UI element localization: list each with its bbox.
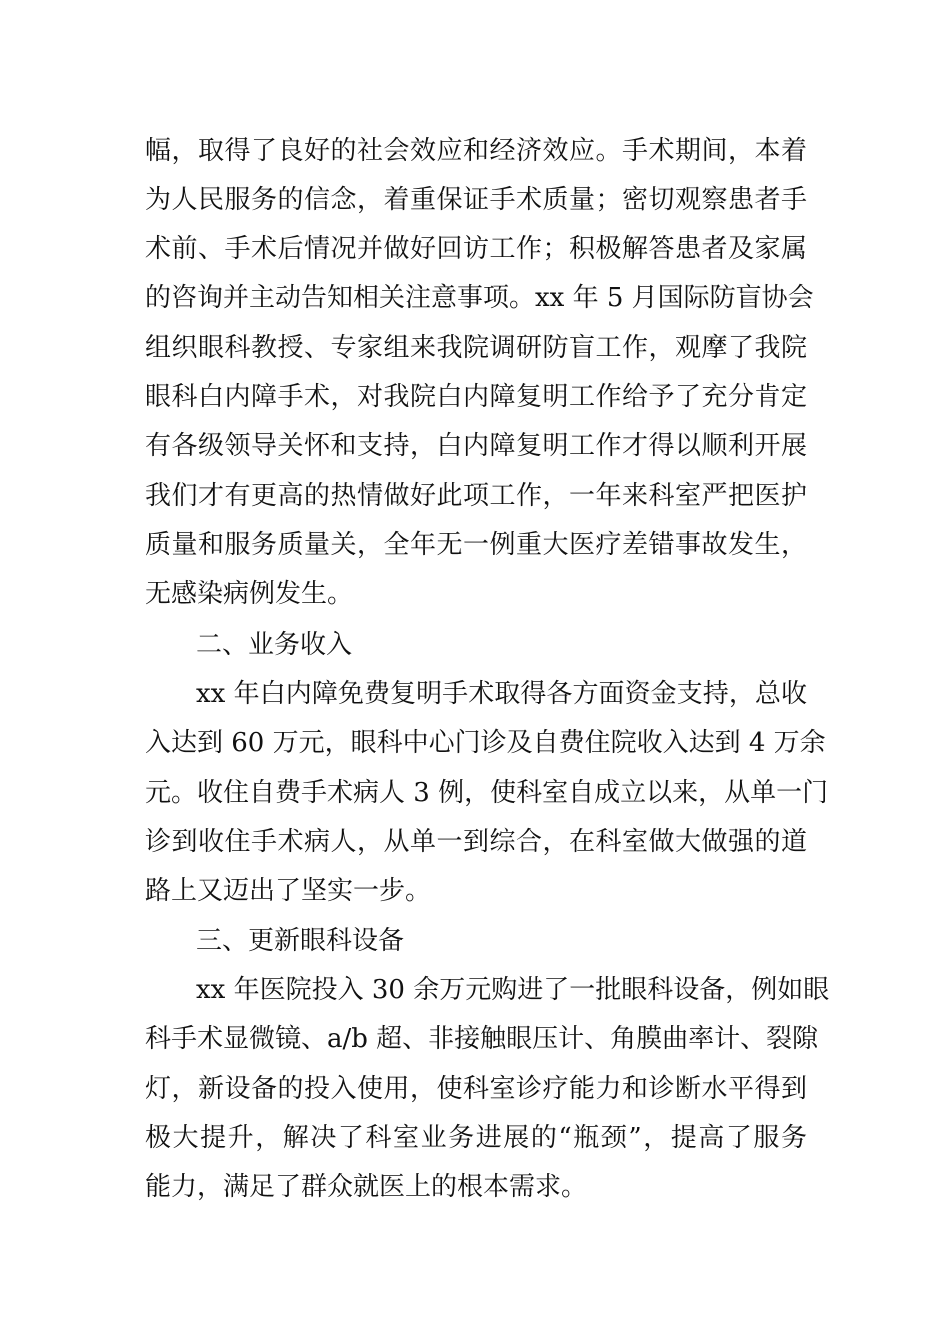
- text-line: 无感染病例发生。: [145, 579, 354, 609]
- text-line: 我们才有更高的热情做好此项工作，一年来科室严把医护: [145, 481, 807, 511]
- text-line: 诊到收住手术病人，从单一到综合，在科室做大做强的道: [145, 827, 807, 857]
- text-line: 组织眼科教授、专家组来我院调研防盲工作，观摩了我院: [145, 333, 807, 363]
- text-line: 为人民服务的信念，着重保证手术质量；密切观察患者手: [145, 185, 807, 215]
- section-heading: 三、更新眼科设备: [196, 926, 405, 956]
- text-line: 元。收住自费手术病人 3 例，使科室自成立以来，从单一门: [145, 778, 829, 808]
- section-heading: 二、业务收入: [196, 630, 353, 660]
- text-line: xx 年医院投入 30 余万元购进了一批眼科设备，例如眼: [196, 975, 830, 1005]
- text-line: 路上又迈出了坚实一步。: [145, 876, 432, 906]
- text-line: 灯，新设备的投入使用，使科室诊疗能力和诊断水平得到: [145, 1074, 807, 1104]
- text-line: 入达到 60 万元，眼科中心门诊及自费住院收入达到 4 万余: [145, 728, 826, 758]
- text-line: 能力，满足了群众就医上的根本需求。: [145, 1172, 588, 1202]
- text-line: 术前、手术后情况并做好回访工作；积极解答患者及家属: [145, 234, 807, 264]
- text-line: 的咨询并主动告知相关注意事项。xx 年 5 月国际防盲协会: [145, 283, 814, 313]
- text-line: 质量和服务质量关，全年无一例重大医疗差错事故发生，: [145, 530, 807, 560]
- text-line: xx 年白内障免费复明手术取得各方面资金支持，总收: [196, 679, 807, 709]
- text-line: 眼科白内障手术，对我院白内障复明工作给予了充分肯定: [145, 382, 807, 412]
- text-line: 幅，取得了良好的社会效应和经济效应。手术期间，本着: [145, 136, 807, 166]
- text-line: 极大提升，解决了科室业务进展的“瓶颈”，提高了服务: [145, 1123, 807, 1153]
- text-line: 有各级领导关怀和支持，白内障复明工作才得以顺利开展: [145, 431, 807, 461]
- text-line: 科手术显微镜、a/b 超、非接触眼压计、角膜曲率计、裂隙: [145, 1024, 819, 1054]
